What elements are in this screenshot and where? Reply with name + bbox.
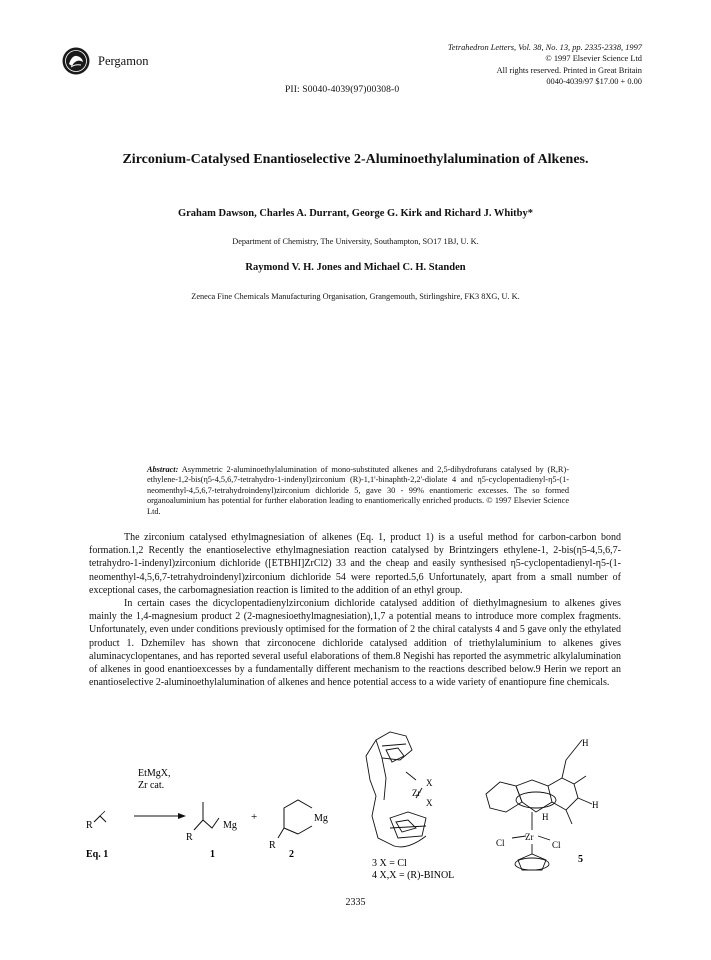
abstract	[147, 465, 569, 517]
reagent-line-1: EtMgX,	[138, 768, 171, 779]
abstract-text: Asymmetric 2-aluminoethylalumination of mono-substituted alkenes and 2,5-dihydrofurans catalysed by (R,R)-ethylene-1,2-bis(η5-4,5,6,7-tetrahydro-1-indenyl)zirconium (R)-1,1'-binaphth-2,2'-diolate 4 and η5-cyclopentadienyl-η5-(1-neomenthyl-4,5,6,7-tetrahydroindenyl)zirconium dichloride 5, gave 30 - 99% enantiomeric excesses. The so formed organoaluminium has potential for further elaboration leading to enantiomerically enriched products. © 1997 Elsevier Science Ltd.	[147, 465, 569, 516]
caption-compound-4: 4 X,X = (R)-BINOL	[372, 870, 455, 881]
author-list-2: Raymond V. H. Jones and Michael C. H. Standen	[245, 262, 466, 273]
author-list-1: Graham Dawson, Charles A. Durrant, George G. Kirk and Richard J. Whitby*	[177, 208, 534, 219]
equation-1	[86, 768, 328, 860]
h-label-b: H	[542, 812, 549, 822]
journal-line-3: All rights reserved. Printed in Great Britain	[496, 65, 642, 75]
affiliation-1: Department of Chemistry, The University, Southampton, SO17 1BJ, U. K.	[232, 237, 479, 246]
zr-label-5: Zr	[525, 832, 534, 842]
cl-label-a: Cl	[496, 838, 505, 848]
h-label-a: H	[582, 738, 589, 748]
cl-label-b: Cl	[552, 840, 561, 850]
pergamon-logo-icon	[62, 47, 90, 75]
eq-label: Eq. 1	[86, 849, 109, 860]
mg-label-1: Mg	[223, 820, 237, 831]
x-label-b: X	[426, 798, 433, 808]
publisher-block	[62, 47, 148, 75]
reaction-scheme	[86, 720, 646, 890]
catalyst-5-structure	[486, 740, 592, 870]
journal-line-1: Tetrahedron Letters, Vol. 38, No. 13, pp. 2335-2338, 1997	[447, 43, 642, 52]
r-label: R	[86, 820, 93, 831]
affiliation-2: Zeneca Fine Chemicals Manufacturing Organisation, Grangemouth, Stirlingshire, FK3 8XG, U. K.	[191, 292, 520, 301]
body-paragraph-1: The zirconium catalysed ethylmagnesiation of alkenes (Eq. 1, product 1) is a useful method for carbon-carbon bond formation.1,2 Recently the enantioselective ethylmagnesiation reaction catalysed by Brintzingers ethylene-1, 2-bis(η5-4,5,6,7-tetrahydro-1-indenyl)zirconium dichloride ([ETBHI]ZrCl2) 33 and the cheap and easily synthesised η5-cyclopentadienyl-η5-(1-neomenthyl-4,5,6,7-tetrahydroindenyl)zirconium dichloride 54 were reported.5,6 Unfortunately, apart from a small number of exceptional cases, the carbomagnesiation reaction is limited to the addition of an ethyl group.	[89, 532, 621, 596]
zr-label-3: Zr	[412, 788, 421, 798]
x-label-a: X	[426, 778, 433, 788]
r-label-2: R	[269, 840, 276, 851]
publisher-name: Pergamon	[98, 53, 149, 68]
body-paragraph-2: In certain cases the dicyclopentadienylzirconium dichloride catalysed addition of diethylmagnesium to alkenes gives mainly the 1,4-magnesium product 2 (2-magnesioethylmagnesiation),1,7 a potential means to introduce more complex fragments. Unfortunately, even under conditions previously optimised for the formation of 2 the chiral catalysts 4 and 5 gave only the ethylated product 1. Dzhemilev has shown that zirconocene dichloride catalysed addition of triethylaluminium to alkenes gives aluminacyclopentanes, and has reported several useful elaborations of them.8 Negishi has reported the asymmetric alkylalumination of alkenes in good enantioexcesses by a fundamentally different mechanism to the reactions described below.9 Herin we report an enantioselective 2-aluminoethylalumination of alkenes and hence potential access to a wide variety of enantiopure fine chemicals.	[89, 598, 621, 689]
journal-line-2: © 1997 Elsevier Science Ltd	[545, 54, 642, 64]
compound-number-2: 2	[289, 849, 294, 860]
pii-identifier: PII: S0040-4039(97)00308-0	[285, 84, 400, 95]
reagent-line-2: Zr cat.	[138, 780, 165, 791]
journal-citation	[448, 42, 642, 87]
journal-line-4: 0040-4039/97 $17.00 + 0.00	[546, 76, 642, 86]
abstract-lead: Abstract:	[147, 465, 179, 474]
compound-number-1: 1	[210, 849, 215, 860]
compound-number-5: 5	[578, 854, 583, 865]
caption-compound-3: 3 X = Cl	[372, 858, 407, 869]
body-text	[89, 531, 621, 689]
plus-sign: +	[251, 811, 258, 823]
paper-title: Zirconium-Catalysed Enantioselective 2-Aluminoethylalumination of Alkenes.	[122, 152, 589, 167]
mg-label-2: Mg	[314, 813, 328, 824]
h-label-c: H	[592, 800, 599, 810]
r-label-1: R	[186, 832, 193, 843]
product-1-skeleton	[194, 818, 219, 830]
page-number: 2335	[345, 897, 366, 908]
